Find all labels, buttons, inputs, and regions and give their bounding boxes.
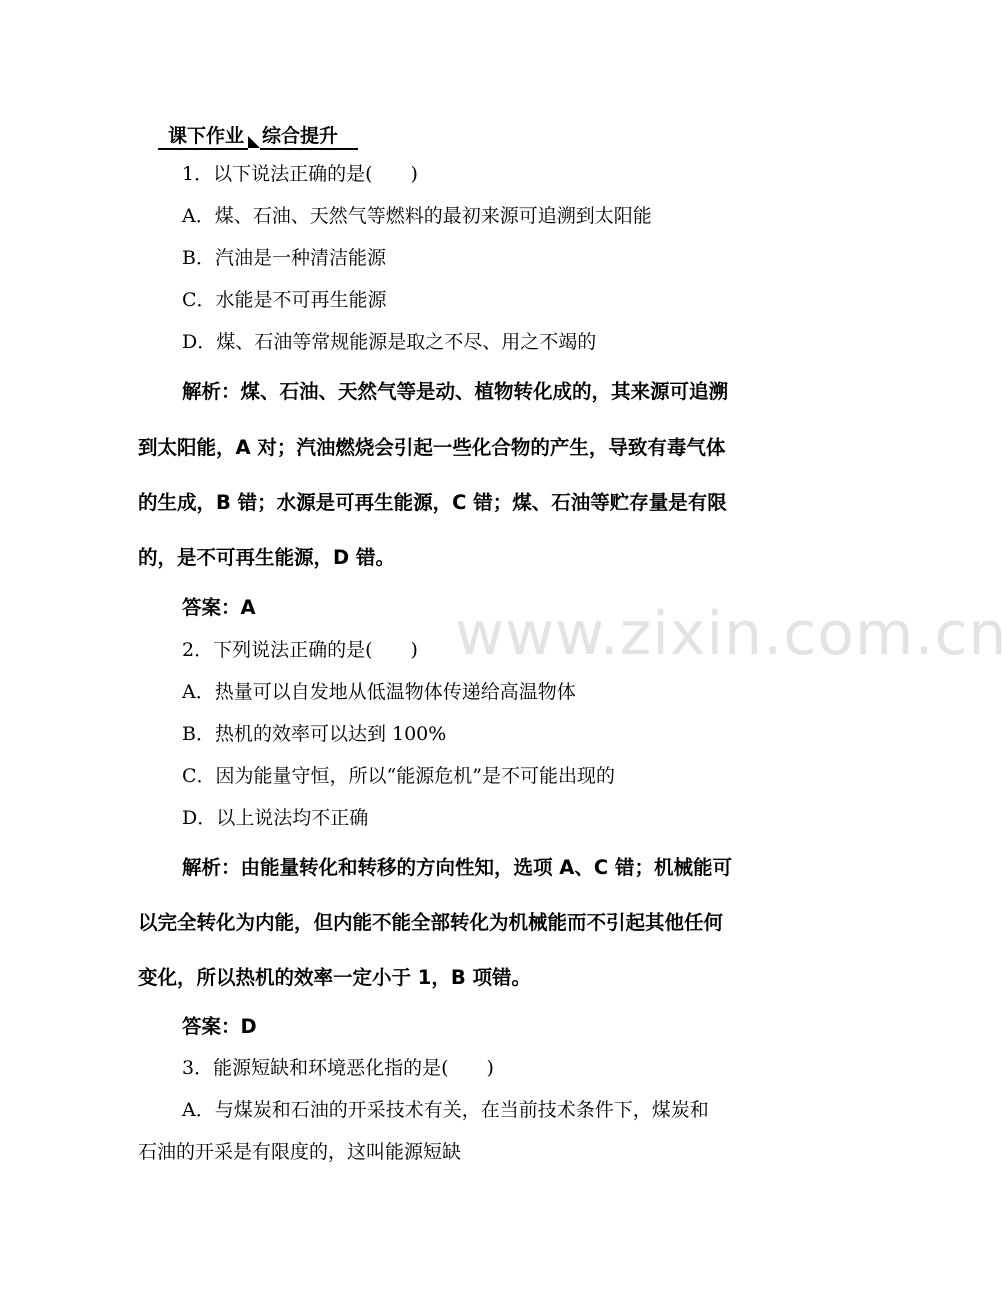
q2-option-a: A．热量可以自发地从低温物体传递给高温物体 [182,681,576,703]
q2-analysis-line: 解析：由能量转化和转移的方向性知，选项 A、C 错；机械能可 [182,856,732,879]
q2-option-c: C．因为能量守恒，所以“能源危机”是不可能出现的 [182,765,615,787]
q1-analysis-line: 解析：煤、石油、天然气等是动、植物转化成的，其来源可追溯 [182,380,729,403]
q1-option-c: C．水能是不可再生能源 [182,289,387,311]
q2-stem: 2．下列说法正确的是( ) [182,639,418,661]
q1-option-d: D．煤、石油等常规能源是取之不尽、用之不竭的 [182,331,597,353]
q2-analysis-line: 以完全转化为内能，但内能不能全部转化为机械能而不引起其他任何 [138,911,724,934]
q1-analysis-line: 的，是不可再生能源，D 错。 [138,546,395,569]
section-header-right: 综合提升 [260,124,358,150]
watermark: www.zixin.com.cn [455,599,1007,669]
q2-option-d: D．以上说法均不正确 [182,807,369,829]
q2-answer: 答案：D [182,1015,257,1038]
q3-option-a-line: 石油的开采是有限度的，这叫能源短缺 [138,1141,462,1163]
q3-stem: 3．能源短缺和环境恶化指的是( ) [182,1057,494,1079]
q1-option-b: B．汽油是一种清洁能源 [182,247,386,269]
flag-icon [248,136,260,148]
q1-answer: 答案：A [182,596,256,619]
q2-option-b: B．热机的效率可以达到 100% [182,723,447,745]
q1-stem: 1．以下说法正确的是( ) [182,163,418,185]
section-header-left: 课下作业 [158,124,248,150]
section-header [158,122,358,150]
q1-option-a: A．煤、石油、天然气等燃料的最初来源可追溯到太阳能 [182,205,652,227]
q1-analysis-line: 到太阳能，A 对；汽油燃烧会引起一些化合物的产生，导致有毒气体 [138,436,726,459]
q2-analysis-line: 变化，所以热机的效率一定小于 1，B 项错。 [138,966,532,989]
q3-option-a-line: A．与煤炭和石油的开采技术有关，在当前技术条件下，煤炭和 [182,1099,709,1121]
q1-analysis-line: 的生成，B 错；水源是可再生能源，C 错；煤、石油等贮存量是有限 [138,491,727,514]
